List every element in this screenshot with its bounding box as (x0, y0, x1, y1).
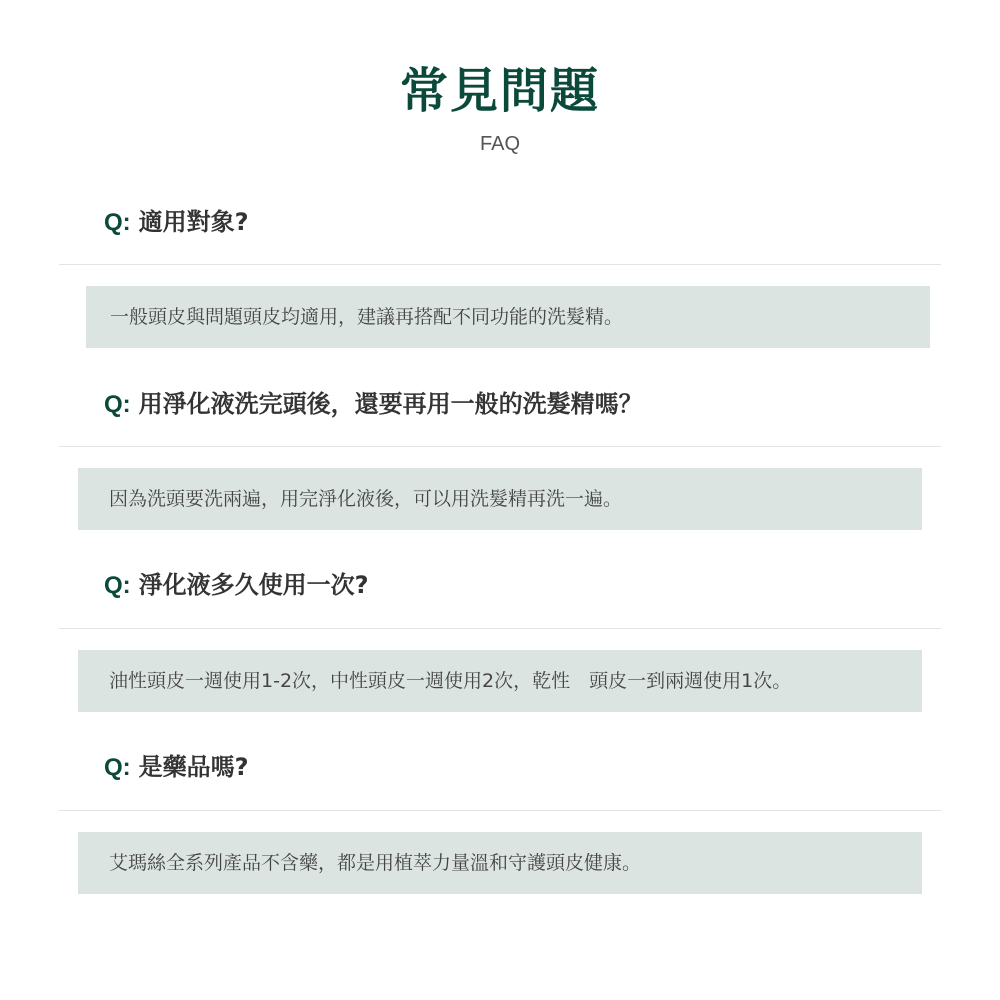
faq-answer-4: 艾瑪絲全系列產品不含藥，都是用植萃力量溫和守護頭皮健康。 (78, 832, 922, 894)
question-text: 適用對象? (138, 208, 249, 236)
faq-question-2 (104, 387, 643, 422)
question-text: 用淨化液洗完頭後，還要再用一般的洗髮精嗎？ (138, 390, 643, 418)
question-text: 是藥品嗎? (138, 753, 249, 781)
faq-answer-3: 油性頭皮一週使用1-2次，中性頭皮一週使用2次，乾性 頭皮一到兩週使用1次。 (78, 650, 922, 712)
faq-question-4 (104, 750, 249, 785)
question-text: 淨化液多久使用一次? (138, 571, 369, 599)
faq-answer-2: 因為洗頭要洗兩遍，用完淨化液後，可以用洗髮精再洗一遍。 (78, 468, 922, 530)
divider (59, 810, 941, 811)
question-prefix: Q: (104, 209, 131, 236)
faq-question-1 (104, 205, 249, 240)
question-prefix: Q: (104, 572, 131, 599)
question-prefix: Q: (104, 391, 131, 418)
page-title: 常見問題 (399, 63, 600, 119)
faq-answer-1: 一般頭皮與問題頭皮均適用，建議再搭配不同功能的洗髮精。 (86, 286, 930, 348)
divider (59, 264, 941, 265)
divider (59, 628, 941, 629)
faq-question-3 (104, 568, 369, 603)
question-prefix: Q: (104, 754, 131, 781)
divider (59, 446, 941, 447)
page-subtitle: FAQ (479, 133, 520, 155)
